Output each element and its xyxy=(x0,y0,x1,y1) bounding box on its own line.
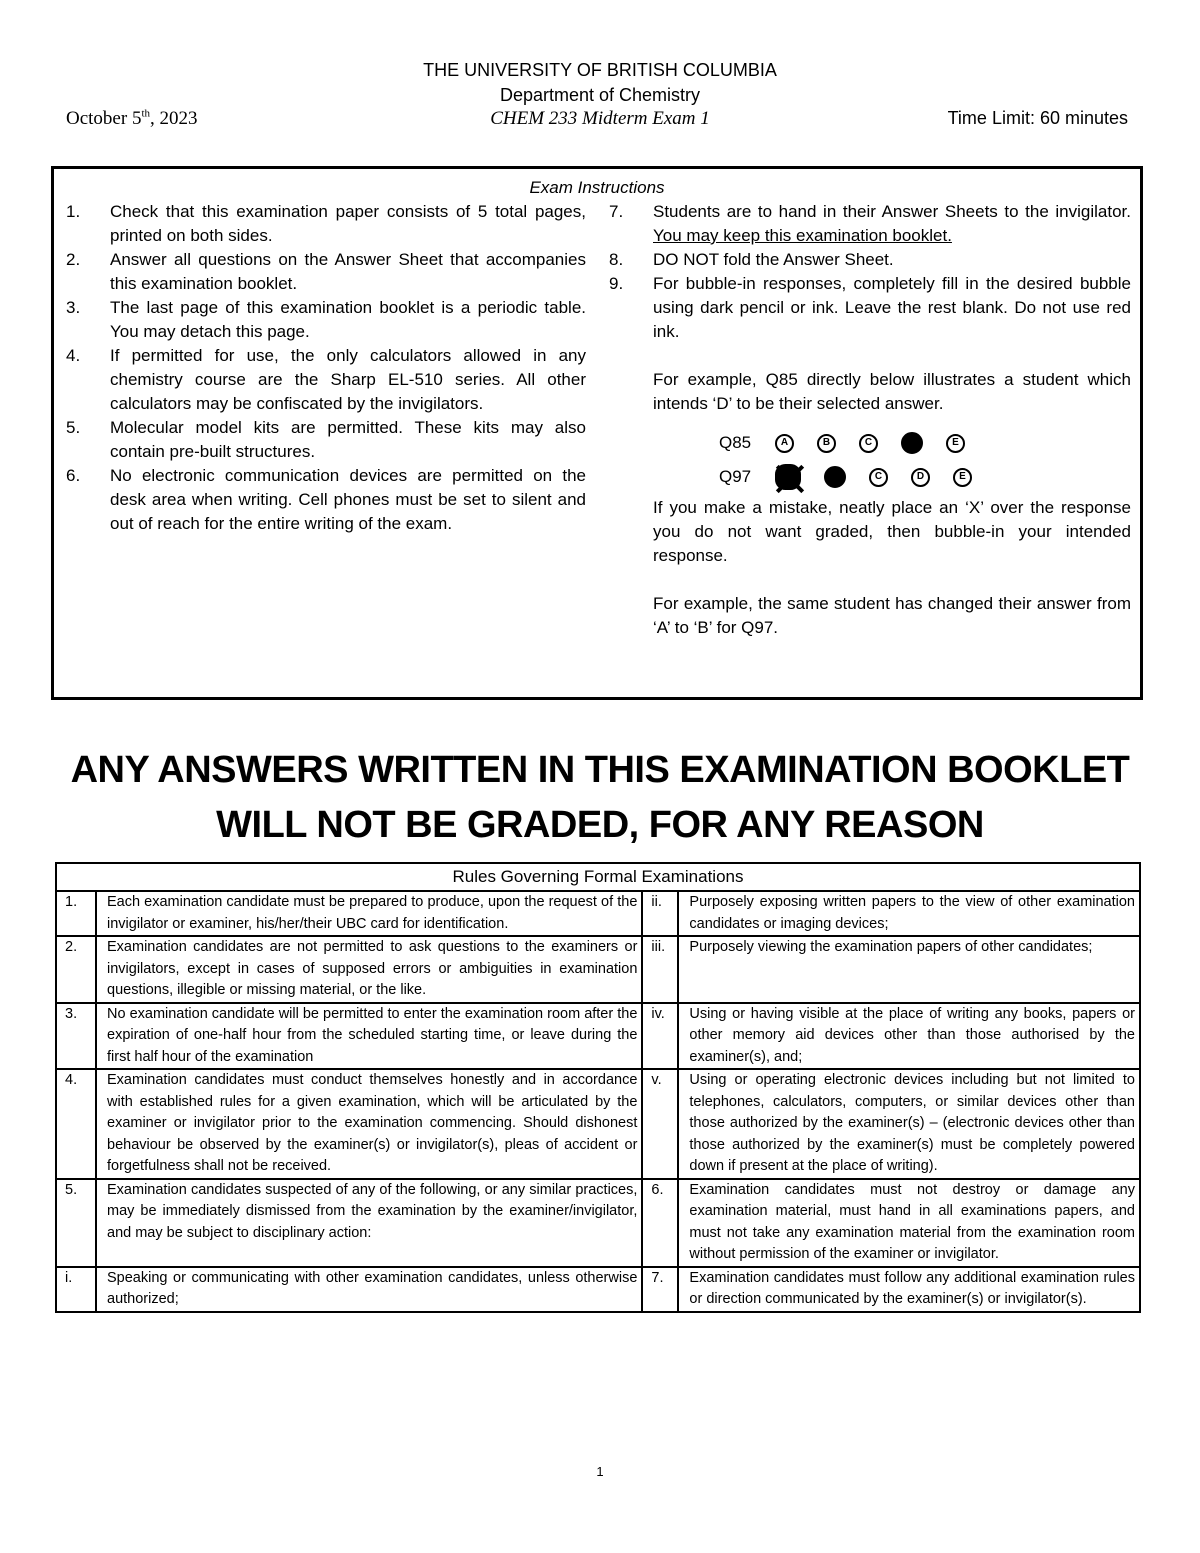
page-number: 1 xyxy=(596,1464,604,1479)
bubble-c-icon: C xyxy=(859,434,878,453)
page-header xyxy=(0,58,1200,134)
instruction-item: 5. Molecular model kits are permitted. These kits may also contain pre-built structures. xyxy=(66,418,586,461)
instruction-item: 4. If permitted for use, the only calculators allowed in any chemistry course are the Sharp EL-510 series. All other calculators may be confiscated by the invigilators. xyxy=(66,346,586,413)
question-label: Q85 xyxy=(719,433,752,452)
instructions-left-column xyxy=(66,200,586,536)
bubble-c-icon: C xyxy=(869,468,888,487)
instruction-item: 2. Answer all questions on the Answer Sheet that accompanies this examination booklet. xyxy=(66,250,586,293)
bubble-filled-icon xyxy=(824,466,846,488)
instruction-item: 9. For bubble-in responses, completely fill in the desired bubble using dark pencil or ink. Leave the rest blank. Do not use red ink. xyxy=(609,274,1131,341)
warning-line-2: WILL NOT BE GRADED, FOR ANY REASON xyxy=(216,804,984,846)
bubble-filled-icon xyxy=(901,432,923,454)
exam-date: October 5th, 2023 xyxy=(66,107,198,129)
rules-table xyxy=(55,862,1141,1313)
bubble-a-icon: A xyxy=(775,434,794,453)
rules-title: Rules Governing Formal Examinations xyxy=(56,863,1140,891)
time-limit: Time Limit: 60 minutes xyxy=(947,108,1128,128)
instructions-right-column xyxy=(609,200,1131,640)
instruction-item: 3. The last page of this examination booklet is a periodic table. You may detach this page. xyxy=(66,298,586,341)
bubble-example-q85 xyxy=(719,426,1131,460)
instruction-item: 7. Students are to hand in their Answer Sheets to the invigilator. You may keep this examination booklet. xyxy=(609,202,1131,245)
instruction-item: 6. No electronic communication devices are permitted on the desk area when writing. Cell phones must be set to silent and out of reach for the entire writing of the exam. xyxy=(66,466,586,533)
table-row: i. Speaking or communicating with other examination candidates, unless otherwise authorized; 7. Examination candidates must follow any additional examination rules or direction communicated by the examiner(s) or invigilator(s). xyxy=(56,1267,1140,1312)
example-paragraph: For example, Q85 directly below illustrates a student which intends ‘D’ to be their selected answer. xyxy=(653,370,1131,413)
department-name: Department of Chemistry xyxy=(499,85,701,105)
instruction-item: 1. Check that this examination paper consists of 5 total pages, printed on both sides. xyxy=(66,202,586,245)
bubble-crossed-out-icon xyxy=(775,464,801,490)
bubble-b-icon: B xyxy=(817,434,836,453)
table-row: 3. No examination candidate will be permitted to enter the examination room after the expiration of one-half hour from the scheduled starting time, or leave during the first half hour of the examination iv. Using or having visible at the place of writing any books, papers or other memory aid devices other than those authorised by the examiner(s), and; xyxy=(56,1003,1140,1070)
instruction-item: 8. DO NOT fold the Answer Sheet. xyxy=(609,250,894,269)
example-paragraph: For example, the same student has changed their answer from ‘A’ to ‘B’ for Q97. xyxy=(653,594,1131,637)
bubble-e-icon: E xyxy=(946,434,965,453)
table-row: 1. Each examination candidate must be prepared to produce, upon the request of the invigilator or examiner, his/her/their UBC card for identification. ii. Purposely exposing written papers to the view of other examination candidates or imaging devices; xyxy=(56,891,1140,936)
bubble-d-icon: D xyxy=(911,468,930,487)
bubble-example-q97 xyxy=(719,460,1131,494)
exam-instructions-box xyxy=(51,166,1143,700)
exam-name: CHEM 233 Midterm Exam 1 xyxy=(490,108,710,129)
table-row: 4. Examination candidates must conduct themselves honestly and in accordance with established rules for a given examination, which will be articulated by the examiner or invigilator prior to the examination commencing. Should dishonest behaviour be observed by the examiner(s) or invigilator(s), pleas of accident or forgetfulness shall not be received. v. Using or operating electronic devices including but not limited to telephones, calculators, computers, or similar devices other than those authorized by the examiner(s) – (electronic devices other than those authorized by the examiner(s) must be completely powered down if present at the place of writing). xyxy=(56,1069,1140,1179)
keep-booklet-note: You may keep this examination booklet. xyxy=(653,226,952,245)
warning-line-1: ANY ANSWERS WRITTEN IN THIS EXAMINATION BOOKLET xyxy=(70,749,1130,791)
mistake-paragraph: If you make a mistake, neatly place an ‘X’ over the response you do not want graded, then bubble-in your intended response. xyxy=(653,498,1131,565)
instructions-title: Exam Instructions xyxy=(529,178,665,197)
question-label: Q97 xyxy=(719,467,752,486)
table-row: 2. Examination candidates are not permitted to ask questions to the examiners or invigilators, except in cases of supposed errors or ambiguities in examination questions, illegible or missing material, or the like. iii. Purposely viewing the examination papers of other candidates; xyxy=(56,936,1140,1003)
table-row: 5. Examination candidates suspected of any of the following, or any similar practices, may be immediately dismissed from the examination by the examiner/invigilator, and may be subject to disciplinary action: 6. Examination candidates must not destroy or damage any examination material, must hand in all examinations papers, and must not take any examination material from the examination room without permission of the examiner or invigilator. xyxy=(56,1179,1140,1267)
bubble-e-icon: E xyxy=(953,468,972,487)
university-name: THE UNIVERSITY OF BRITISH COLUMBIA xyxy=(423,60,777,80)
